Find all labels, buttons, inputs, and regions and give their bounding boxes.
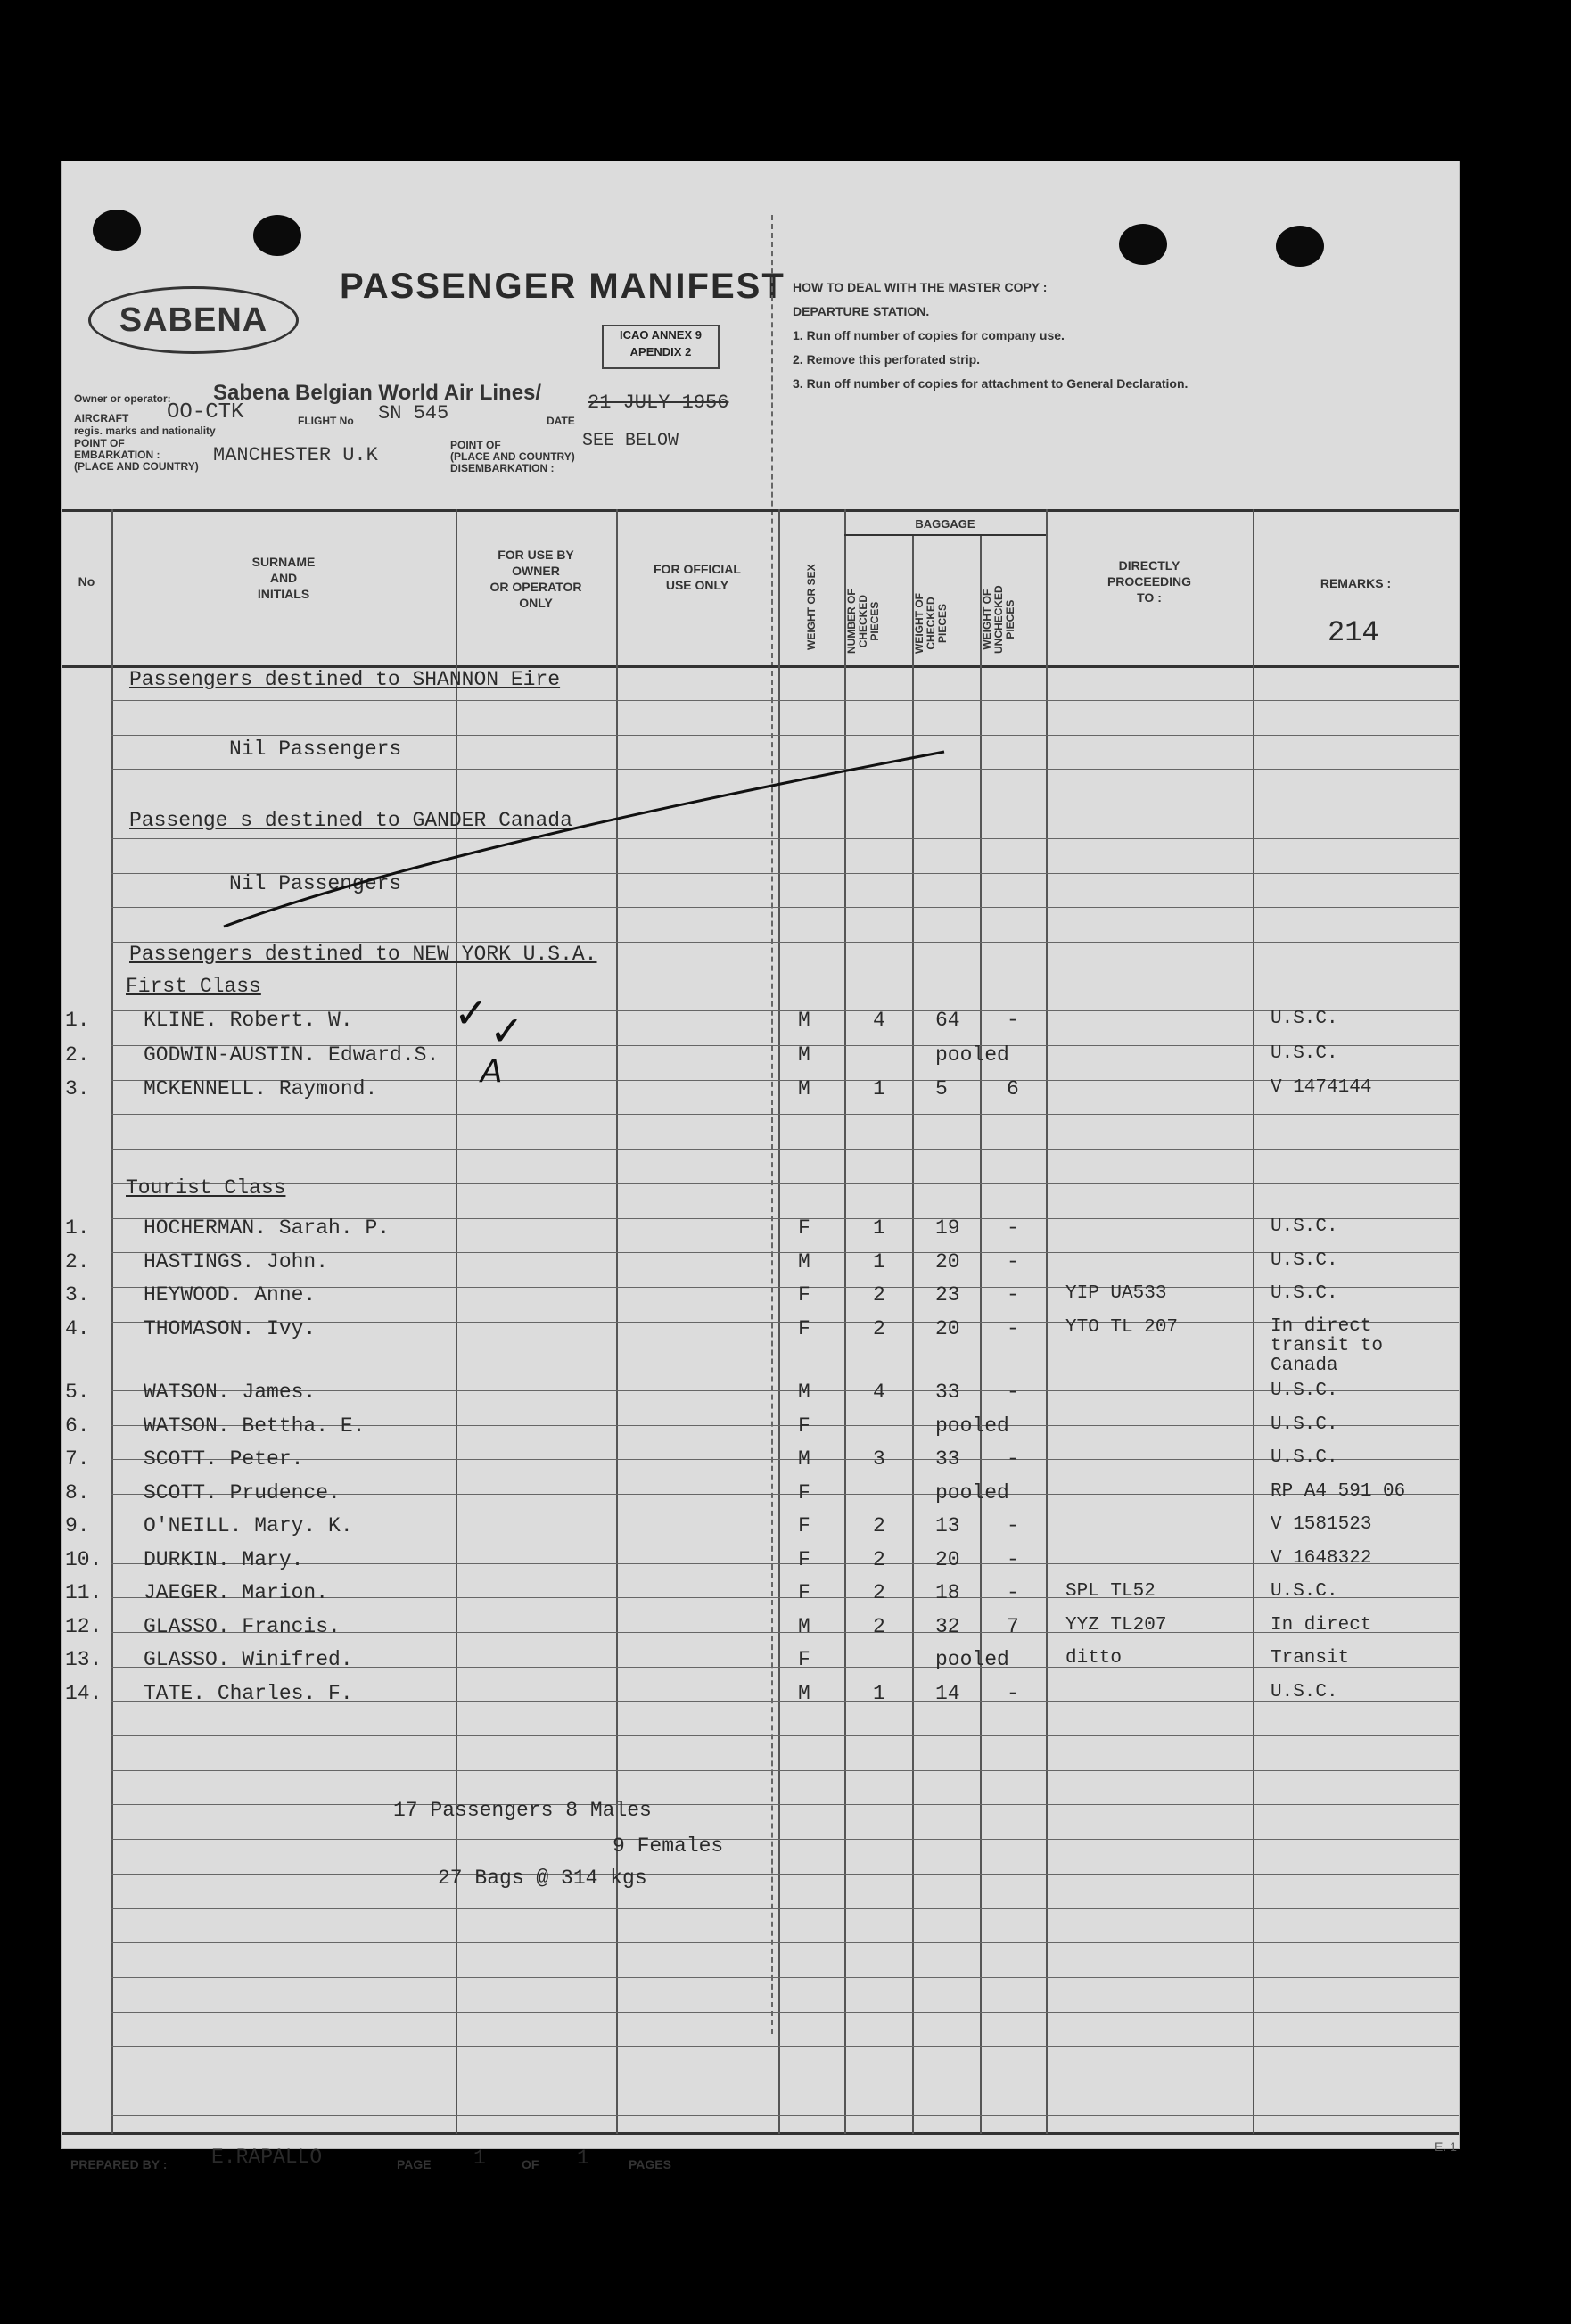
embark-label-2: EMBARKATION : — [74, 449, 160, 461]
passenger-remarks: Transit — [1271, 1648, 1350, 1669]
col-header-line: AND — [269, 571, 298, 585]
passenger-no: 10. — [65, 1547, 103, 1571]
instruction-heading: HOW TO DEAL WITH THE MASTER COPY : — [793, 280, 1048, 294]
unchecked-weight: - — [1007, 1547, 1019, 1571]
passenger-no: 11. — [65, 1581, 103, 1604]
passenger-remarks: U.S.C. — [1271, 1249, 1338, 1271]
passenger-sex: M — [798, 1447, 810, 1471]
col-header-weight-sex: WEIGHT OR SEX — [805, 564, 818, 650]
checked-weight: 23 — [935, 1283, 960, 1306]
passenger-sex: F — [798, 1283, 810, 1306]
prepared-value: E.RAPALLO — [211, 2146, 323, 2169]
prepared-label: PREPARED BY : — [70, 2157, 168, 2172]
passenger-sex: F — [798, 1581, 810, 1604]
of-label: OF — [522, 2157, 539, 2172]
passenger-no: 1. — [65, 1009, 90, 1032]
row-rule — [111, 1735, 1459, 1736]
checked-pieces: 1 — [873, 1077, 885, 1101]
passenger-no: 13. — [65, 1648, 103, 1671]
row-rule — [111, 2046, 1459, 2047]
col-header-line: UNCHECKED — [992, 585, 1005, 654]
totals-line2: 9 Females — [613, 1834, 724, 1858]
passenger-remarks: U.S.C. — [1271, 1009, 1338, 1029]
col-header-line: SURNAME — [251, 555, 316, 569]
col-header-line: ONLY — [519, 596, 553, 610]
col-header-line: CHECKED — [857, 595, 869, 648]
passenger-no: 2. — [65, 1249, 90, 1273]
passenger-sex: F — [798, 1216, 810, 1240]
col-header-line: INITIALS — [257, 587, 310, 601]
passenger-name: KLINE. Robert. W. — [144, 1009, 353, 1032]
passenger-remarks: V 1581523 — [1271, 1514, 1372, 1535]
checked-weight: pooled — [935, 1480, 1009, 1504]
col-header-baggage: BAGGAGE — [915, 517, 975, 531]
checked-weight: 13 — [935, 1514, 960, 1537]
date-value: 21 JULY 1956 — [588, 391, 729, 414]
col-header-line: PIECES — [936, 604, 949, 644]
col-header-line: FOR USE BY — [498, 548, 574, 562]
passenger-remarks: In direct transit to Canada — [1271, 1315, 1384, 1376]
embark-label-3: (PLACE AND COUNTRY) — [74, 460, 199, 473]
col-header-remarks: REMARKS : — [1320, 576, 1392, 590]
proceeding-to: YYZ TL207 — [1065, 1614, 1167, 1636]
instruction-line: 3. Run off number of copies for attachment to General Declaration. — [793, 376, 1189, 391]
checked-pieces: 3 — [873, 1447, 885, 1471]
totals-line3: 27 Bags @ 314 kgs — [438, 1867, 647, 1890]
col-header-line: OWNER — [512, 564, 560, 578]
pages-label: PAGES — [629, 2157, 671, 2172]
col-header-line: NUMBER OF — [845, 589, 858, 654]
checked-weight: 14 — [935, 1681, 960, 1705]
col-header-line: OR OPERATOR — [489, 580, 582, 594]
proceeding-to: YIP UA533 — [1065, 1283, 1167, 1304]
manifest-sheet — [61, 161, 1460, 2172]
checked-weight: 32 — [935, 1614, 960, 1638]
passenger-no: 4. — [65, 1316, 90, 1340]
checked-pieces: 4 — [873, 1009, 885, 1032]
col-header-line: CHECKED — [925, 597, 937, 650]
passenger-remarks: U.S.C. — [1271, 1581, 1338, 1602]
passenger-sex: M — [798, 1249, 810, 1273]
date-label: DATE — [547, 415, 575, 427]
table-bottom-border — [62, 2132, 1459, 2135]
passenger-name: THOMASON. Ivy. — [144, 1316, 317, 1340]
checked-pieces: 2 — [873, 1514, 885, 1537]
passenger-remarks: V 1648322 — [1271, 1547, 1372, 1569]
of-value: 1 — [577, 2147, 589, 2170]
disembark-value: SEE BELOW — [582, 431, 679, 451]
first-class-heading: First Class — [126, 975, 261, 998]
passenger-name: HASTINGS. John. — [144, 1249, 329, 1273]
proceeding-to: SPL TL52 — [1065, 1581, 1156, 1602]
passenger-sex: M — [798, 1681, 810, 1705]
passenger-name: WATSON. James. — [144, 1380, 317, 1404]
disembark-label-3: DISEMBARKATION : — [450, 462, 555, 474]
page-title: PASSENGER MANIFEST — [340, 267, 786, 306]
passenger-remarks: U.S.C. — [1271, 1413, 1338, 1435]
row-rule — [111, 2115, 1459, 2116]
passenger-remarks: RP A4 591 06 — [1271, 1480, 1406, 1502]
icao-line2: APENDIX 2 — [629, 345, 692, 358]
col-header-line: FOR OFFICIAL — [654, 562, 741, 576]
passenger-remarks: V 1474144 — [1271, 1077, 1372, 1099]
check-mark: ✓ — [489, 1007, 524, 1055]
passenger-sex: F — [798, 1316, 810, 1340]
passenger-no: 14. — [65, 1681, 103, 1705]
checked-pieces: 4 — [873, 1380, 885, 1404]
unchecked-weight: 7 — [1007, 1614, 1019, 1638]
embark-label-1: POINT OF — [74, 437, 125, 449]
icao-line1: ICAO ANNEX 9 — [620, 328, 702, 342]
passenger-name: SCOTT. Peter. — [144, 1447, 304, 1471]
checked-weight: 20 — [935, 1249, 960, 1273]
col-header-line: DIRECTLY — [1118, 558, 1180, 573]
passenger-remarks: U.S.C. — [1271, 1283, 1338, 1304]
passenger-name: WATSON. Bettha. E. — [144, 1413, 366, 1438]
checked-pieces: 2 — [873, 1614, 885, 1638]
checked-weight: 64 — [935, 1009, 960, 1032]
passenger-sex: M — [798, 1380, 810, 1404]
row-rule — [111, 2012, 1459, 2013]
passenger-no: 6. — [65, 1413, 90, 1438]
passenger-no: 7. — [65, 1447, 90, 1471]
passenger-remarks: U.S.C. — [1271, 1380, 1338, 1401]
passenger-no: 8. — [65, 1480, 90, 1504]
col-header-no: No — [78, 574, 95, 589]
checked-weight: 19 — [935, 1216, 960, 1240]
checked-pieces: 2 — [873, 1581, 885, 1604]
row-rule — [111, 1874, 1459, 1875]
owner-label: Owner or operator: — [74, 392, 171, 405]
logo-text: SABENA — [119, 301, 268, 339]
unchecked-weight: - — [1007, 1447, 1019, 1471]
disembark-label-2: (PLACE AND COUNTRY) — [450, 450, 575, 463]
checked-weight: 33 — [935, 1447, 960, 1471]
passenger-remarks: U.S.C. — [1271, 1447, 1338, 1468]
instruction-line: 1. Run off number of copies for company use. — [793, 328, 1065, 342]
checked-pieces: 2 — [873, 1283, 885, 1306]
passenger-sex: M — [798, 1009, 810, 1032]
passenger-name: DURKIN. Mary. — [144, 1547, 304, 1571]
passenger-sex: M — [798, 1077, 810, 1101]
passenger-name: TATE. Charles. F. — [144, 1681, 353, 1705]
checked-weight: 18 — [935, 1581, 960, 1604]
unchecked-weight: - — [1007, 1216, 1019, 1240]
passenger-name: JAEGER. Marion. — [144, 1581, 329, 1604]
passenger-name: SCOTT. Prudence. — [144, 1480, 341, 1504]
passenger-no: 1. — [65, 1216, 90, 1240]
checked-weight: pooled — [935, 1043, 1009, 1067]
passenger-remarks: In direct — [1271, 1614, 1372, 1636]
checked-pieces: 1 — [873, 1681, 885, 1705]
row-rule — [111, 1908, 1459, 1909]
passenger-sex: F — [798, 1547, 810, 1571]
unchecked-weight: - — [1007, 1009, 1019, 1032]
passenger-remarks: U.S.C. — [1271, 1043, 1338, 1064]
passenger-no: 5. — [65, 1380, 90, 1404]
passenger-no: 3. — [65, 1283, 90, 1306]
col-header-line: WEIGHT OF — [981, 589, 993, 650]
passenger-name: HOCHERMAN. Sarah. P. — [144, 1216, 391, 1240]
row-rule — [111, 1563, 1459, 1564]
instruction-line: 2. Remove this perforated strip. — [793, 352, 981, 367]
checked-pieces: 1 — [873, 1249, 885, 1273]
strike-line-path — [224, 752, 944, 927]
shannon-nil: Nil Passengers — [229, 738, 402, 761]
passenger-sex: F — [798, 1413, 810, 1438]
passenger-no: 3. — [65, 1077, 90, 1101]
col-header-line: PROCEEDING — [1106, 574, 1192, 589]
passenger-remarks: U.S.C. — [1271, 1681, 1338, 1702]
aircraft-value: OO-CTK — [167, 400, 244, 424]
row-rule — [111, 1183, 1459, 1184]
proceeding-to: YTO TL 207 — [1065, 1316, 1179, 1338]
col-header-line: WEIGHT OF — [913, 593, 925, 654]
row-rule — [111, 1770, 1459, 1771]
checked-pieces: 2 — [873, 1547, 885, 1571]
passenger-name: GODWIN-AUSTIN. Edward.S. — [144, 1043, 440, 1067]
passenger-no: 12. — [65, 1614, 103, 1638]
row-rule — [111, 1839, 1459, 1840]
unchecked-weight: - — [1007, 1249, 1019, 1273]
totals-line1: 17 Passengers 8 Males — [393, 1799, 652, 1822]
col-header-line: PIECES — [1004, 599, 1016, 639]
passenger-sex: M — [798, 1043, 810, 1067]
checked-weight: 20 — [935, 1547, 960, 1571]
passenger-no: 2. — [65, 1043, 90, 1067]
section-shannon: Passengers destined to SHANNON Eire — [129, 668, 561, 691]
passenger-sex: F — [798, 1648, 810, 1671]
row-rule — [111, 1114, 1459, 1115]
row-rule — [111, 1459, 1459, 1460]
disembark-label-1: POINT OF — [450, 439, 501, 451]
passenger-remarks: U.S.C. — [1271, 1216, 1338, 1237]
embark-value: MANCHESTER U.K — [213, 444, 378, 466]
tourist-class-heading: Tourist Class — [126, 1176, 286, 1199]
page-value: 1 — [473, 2147, 486, 2170]
unchecked-weight: 6 — [1007, 1077, 1019, 1101]
gander-nil: Nil Passengers — [229, 872, 402, 895]
passenger-name: GLASSO. Francis. — [144, 1614, 341, 1638]
checked-weight: 20 — [935, 1316, 960, 1340]
passenger-name: MCKENNELL. Raymond. — [144, 1077, 378, 1101]
flight-label: FLIGHT No — [298, 415, 354, 427]
passenger-sex: M — [798, 1614, 810, 1638]
checked-pieces: 1 — [873, 1216, 885, 1240]
corner-mark: E. 1 — [1435, 2139, 1457, 2154]
passenger-sex: F — [798, 1514, 810, 1537]
passenger-name: GLASSO. Winifred. — [144, 1648, 353, 1671]
checked-pieces: 2 — [873, 1316, 885, 1340]
flight-value: SN 545 — [378, 402, 449, 424]
row-rule — [111, 1804, 1459, 1805]
row-rule — [111, 1942, 1459, 1943]
passenger-no: 9. — [65, 1514, 90, 1537]
unchecked-weight: - — [1007, 1681, 1019, 1705]
passenger-name: HEYWOOD. Anne. — [144, 1283, 317, 1306]
owner-value: Sabena Belgian World Air Lines/ — [213, 381, 542, 405]
passenger-sex: F — [798, 1480, 810, 1504]
section-newyork: Passengers destined to NEW YORK U.S.A. — [129, 943, 597, 966]
checked-weight: pooled — [935, 1648, 1009, 1671]
page-label: PAGE — [397, 2157, 432, 2172]
proceeding-to: ditto — [1065, 1648, 1123, 1669]
aircraft-sub-label: regis. marks and nationality — [74, 424, 216, 437]
row-rule — [111, 1149, 1459, 1150]
checked-weight: 33 — [935, 1380, 960, 1404]
check-mark: ✓ — [454, 989, 489, 1037]
row-rule — [111, 1977, 1459, 1978]
unchecked-weight: - — [1007, 1380, 1019, 1404]
col-header-line: PIECES — [868, 601, 881, 641]
instruction-line: DEPARTURE STATION. — [793, 304, 930, 318]
section-gander: Passenge s destined to GANDER Canada — [129, 809, 572, 832]
unchecked-weight: - — [1007, 1283, 1019, 1306]
aircraft-label: AIRCRAFT — [74, 412, 129, 424]
unchecked-weight: - — [1007, 1316, 1019, 1340]
checked-weight: pooled — [935, 1413, 1009, 1438]
checked-weight: 5 — [935, 1077, 948, 1101]
remarks-number: 214 — [1328, 616, 1379, 649]
passenger-name: O'NEILL. Mary. K. — [144, 1514, 353, 1537]
a-mark: A — [481, 1053, 503, 1090]
unchecked-weight: - — [1007, 1514, 1019, 1537]
col-header-line: TO : — [1137, 590, 1162, 605]
col-header-line: USE ONLY — [665, 578, 729, 592]
strike-line — [62, 161, 1459, 964]
unchecked-weight: - — [1007, 1581, 1019, 1604]
